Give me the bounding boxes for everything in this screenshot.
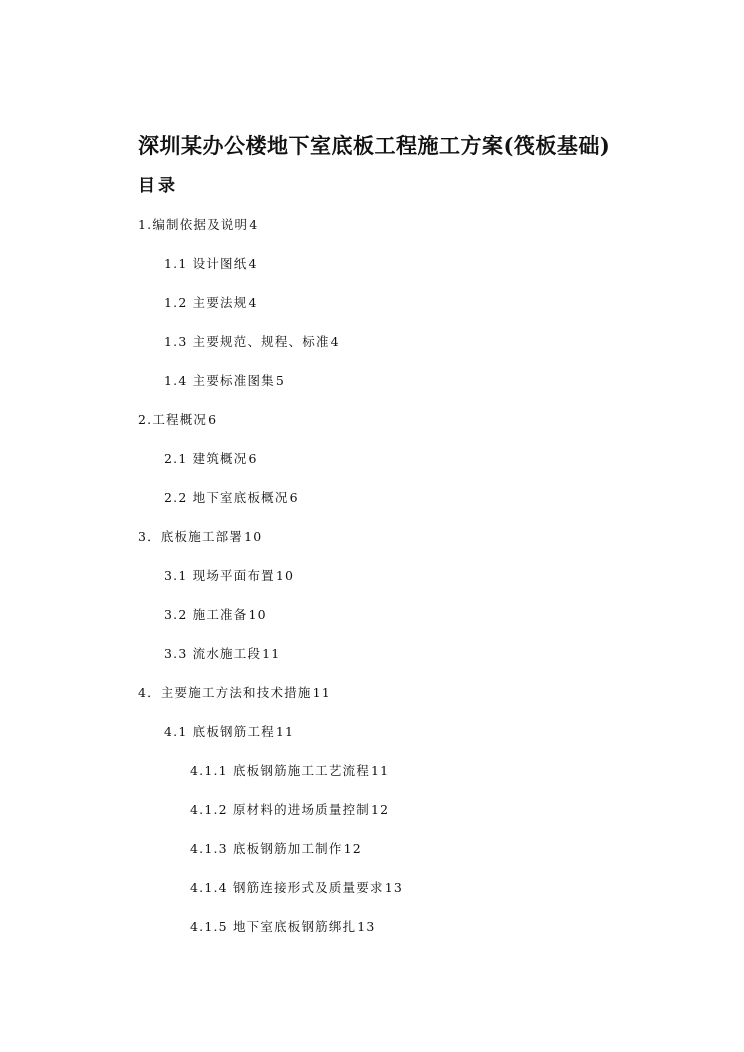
toc-entry[interactable] (0, 524, 744, 563)
toc-page-number: 4 (248, 295, 258, 310)
toc-page-number: 11 (370, 763, 390, 778)
toc-page-number: 6 (248, 451, 258, 466)
toc-page-number: 10 (275, 568, 295, 583)
toc-heading: 目录 (138, 176, 178, 196)
toc-entry-text: 4.1.5 地下室底板钢筋绑扎 (190, 919, 357, 934)
toc-entry[interactable] (0, 251, 744, 290)
toc-entry[interactable] (0, 758, 744, 797)
toc-entry[interactable] (0, 446, 744, 485)
toc-entry[interactable] (0, 797, 744, 836)
toc-entry-text: 4.1 底板钢筋工程 (164, 724, 275, 739)
toc-entry[interactable] (0, 836, 744, 875)
toc-entry-text: 4.1.1 底板钢筋施工工艺流程 (190, 763, 370, 778)
toc-page-number: 6 (208, 412, 218, 427)
toc-entry-text: 1.4 主要标准图集 (164, 373, 275, 388)
toc-entry[interactable] (0, 368, 744, 407)
toc-entry-text: 1.3 主要规范、规程、标准 (164, 334, 330, 349)
toc-page-number: 11 (312, 685, 331, 700)
toc-entry-text: 3.3 流水施工段 (164, 646, 262, 661)
toc-page-number: 5 (275, 373, 286, 388)
toc-entry-text: 4．主要施工方法和技术措施 (138, 685, 312, 700)
toc-entry[interactable] (0, 914, 744, 953)
toc-page-number: 10 (248, 607, 267, 622)
toc-entry[interactable] (0, 719, 744, 758)
toc-page-number: 11 (275, 724, 295, 739)
toc-page-number: 4 (330, 334, 340, 349)
toc-entry-text: 4.1.3 底板钢筋加工制作 (190, 841, 343, 856)
toc-page-number: 4 (248, 256, 258, 271)
toc-page-number: 6 (289, 490, 299, 505)
toc-entry[interactable] (0, 875, 744, 914)
toc-page-number: 4 (249, 217, 259, 232)
table-of-contents (0, 212, 744, 953)
toc-entry-text: 4.1.2 原材料的进场质量控制 (190, 802, 370, 817)
toc-entry[interactable] (0, 485, 744, 524)
toc-entry-text: 4.1.4 钢筋连接形式及质量要求 (190, 880, 384, 895)
toc-entry[interactable] (0, 407, 744, 446)
toc-page-number: 12 (343, 841, 362, 856)
toc-entry-text: 1.编制依据及说明 (138, 217, 249, 232)
toc-page-number: 11 (262, 646, 281, 661)
toc-page-number: 13 (357, 919, 376, 934)
toc-page-number: 12 (370, 802, 390, 817)
toc-entry-text: 1.2 主要法规 (164, 295, 248, 310)
document-title: 深圳某办公楼地下室底板工程施工方案(筏板基础) (138, 133, 611, 158)
toc-entry-text: 3.2 施工准备 (164, 607, 248, 622)
toc-entry[interactable] (0, 641, 744, 680)
toc-entry-text: 2.2 地下室底板概况 (164, 490, 289, 505)
toc-entry-text: 1.1 设计图纸 (164, 256, 248, 271)
toc-entry[interactable] (0, 329, 744, 368)
toc-page-number: 10 (244, 529, 263, 544)
toc-entry-text: 3.1 现场平面布置 (164, 568, 275, 583)
toc-entry-text: 3．底板施工部署 (138, 529, 244, 544)
toc-entry[interactable] (0, 290, 744, 329)
toc-entry-text: 2.工程概况 (138, 412, 208, 427)
toc-entry[interactable] (0, 212, 744, 251)
toc-entry-text: 2.1 建筑概况 (164, 451, 248, 466)
toc-entry[interactable] (0, 680, 744, 719)
toc-entry[interactable] (0, 602, 744, 641)
toc-entry[interactable] (0, 563, 744, 602)
toc-page-number: 13 (384, 880, 403, 895)
